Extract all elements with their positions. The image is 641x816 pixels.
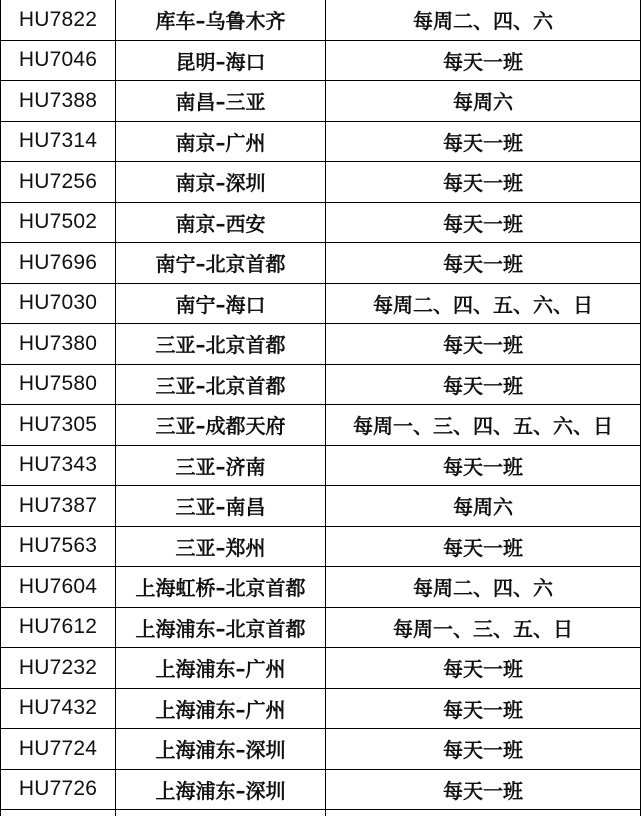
route-cell: 三亚–郑州: [116, 526, 326, 567]
partial-cell: [326, 810, 641, 816]
partial-cell: [116, 810, 326, 816]
route-cell: 上海浦东–深圳: [116, 769, 326, 810]
frequency-cell: 每天一班: [326, 324, 641, 365]
route-cell: 南京–西安: [116, 202, 326, 243]
frequency-cell: 每天一班: [326, 729, 641, 770]
route-cell: 南京–广州: [116, 121, 326, 162]
route-cell: 三亚–成都天府: [116, 405, 326, 446]
frequency-cell: 每天一班: [326, 526, 641, 567]
flight-number-cell: HU7314: [1, 121, 116, 162]
route-cell: 上海浦东–北京首都: [116, 607, 326, 648]
flight-number-cell: HU7256: [1, 162, 116, 203]
frequency-cell: 每周二、四、六: [326, 0, 641, 40]
schedule-body: [1, 0, 641, 816]
table-row: [1, 283, 641, 324]
route-cell: 三亚–南昌: [116, 486, 326, 527]
flight-number-cell: HU7388: [1, 81, 116, 122]
flight-number-cell: HU7563: [1, 526, 116, 567]
route-cell: 上海虹桥–北京首都: [116, 567, 326, 608]
flight-number-cell: HU7612: [1, 607, 116, 648]
flight-number-cell: HU7380: [1, 324, 116, 365]
frequency-cell: 每周六: [326, 486, 641, 527]
frequency-cell: 每天一班: [326, 162, 641, 203]
route-cell: 昆明–海口: [116, 40, 326, 81]
table-row: [1, 324, 641, 365]
frequency-cell: 每天一班: [326, 445, 641, 486]
flight-number-cell: HU7432: [1, 688, 116, 729]
route-cell: 上海浦东–深圳: [116, 729, 326, 770]
flight-number-cell: HU7604: [1, 567, 116, 608]
flight-number-cell: HU7387: [1, 486, 116, 527]
frequency-cell: 每天一班: [326, 202, 641, 243]
table-row: [1, 445, 641, 486]
route-cell: 南昌–三亚: [116, 81, 326, 122]
table-row: [1, 486, 641, 527]
table-row: [1, 364, 641, 405]
frequency-cell: 每天一班: [326, 648, 641, 689]
partial-cell: [1, 810, 116, 816]
route-cell: 三亚–北京首都: [116, 324, 326, 365]
frequency-cell: 每周二、四、五、六、日: [326, 283, 641, 324]
frequency-cell: 每周一、三、四、五、六、日: [326, 405, 641, 446]
table-row: [1, 729, 641, 770]
flight-number-cell: HU7726: [1, 769, 116, 810]
table-row: [1, 607, 641, 648]
frequency-cell: 每周六: [326, 81, 641, 122]
table-row: [1, 405, 641, 446]
flight-number-cell: HU7030: [1, 283, 116, 324]
route-cell: 三亚–北京首都: [116, 364, 326, 405]
frequency-cell: 每天一班: [326, 243, 641, 284]
route-cell: 上海浦东–广州: [116, 648, 326, 689]
frequency-cell: 每天一班: [326, 364, 641, 405]
frequency-cell: 每周二、四、六: [326, 567, 641, 608]
table-row: [1, 0, 641, 40]
table-row: [1, 567, 641, 608]
flight-number-cell: HU7696: [1, 243, 116, 284]
flight-number-cell: HU7046: [1, 40, 116, 81]
route-cell: 库车–乌鲁木齐: [116, 0, 326, 40]
frequency-cell: 每天一班: [326, 121, 641, 162]
flight-number-cell: HU7822: [1, 0, 116, 40]
frequency-cell: 每天一班: [326, 769, 641, 810]
frequency-cell: 每天一班: [326, 688, 641, 729]
table-row: [1, 648, 641, 689]
table-row: [1, 769, 641, 810]
flight-number-cell: HU7305: [1, 405, 116, 446]
table-row: [1, 526, 641, 567]
route-cell: 南宁–北京首都: [116, 243, 326, 284]
table-row: [1, 202, 641, 243]
frequency-cell: 每周一、三、五、日: [326, 607, 641, 648]
table-row: [1, 688, 641, 729]
table-row: [1, 121, 641, 162]
flight-number-cell: HU7580: [1, 364, 116, 405]
flight-number-cell: HU7343: [1, 445, 116, 486]
table-row: [1, 243, 641, 284]
flight-number-cell: HU7232: [1, 648, 116, 689]
route-cell: 南京–深圳: [116, 162, 326, 203]
route-cell: 三亚–济南: [116, 445, 326, 486]
frequency-cell: 每天一班: [326, 40, 641, 81]
flight-number-cell: HU7502: [1, 202, 116, 243]
table-row: [1, 81, 641, 122]
route-cell: 南宁–海口: [116, 283, 326, 324]
table-row: [1, 40, 641, 81]
flight-number-cell: HU7724: [1, 729, 116, 770]
route-cell: 上海浦东–广州: [116, 688, 326, 729]
table-row: [1, 162, 641, 203]
table-row-partial: [1, 810, 641, 816]
